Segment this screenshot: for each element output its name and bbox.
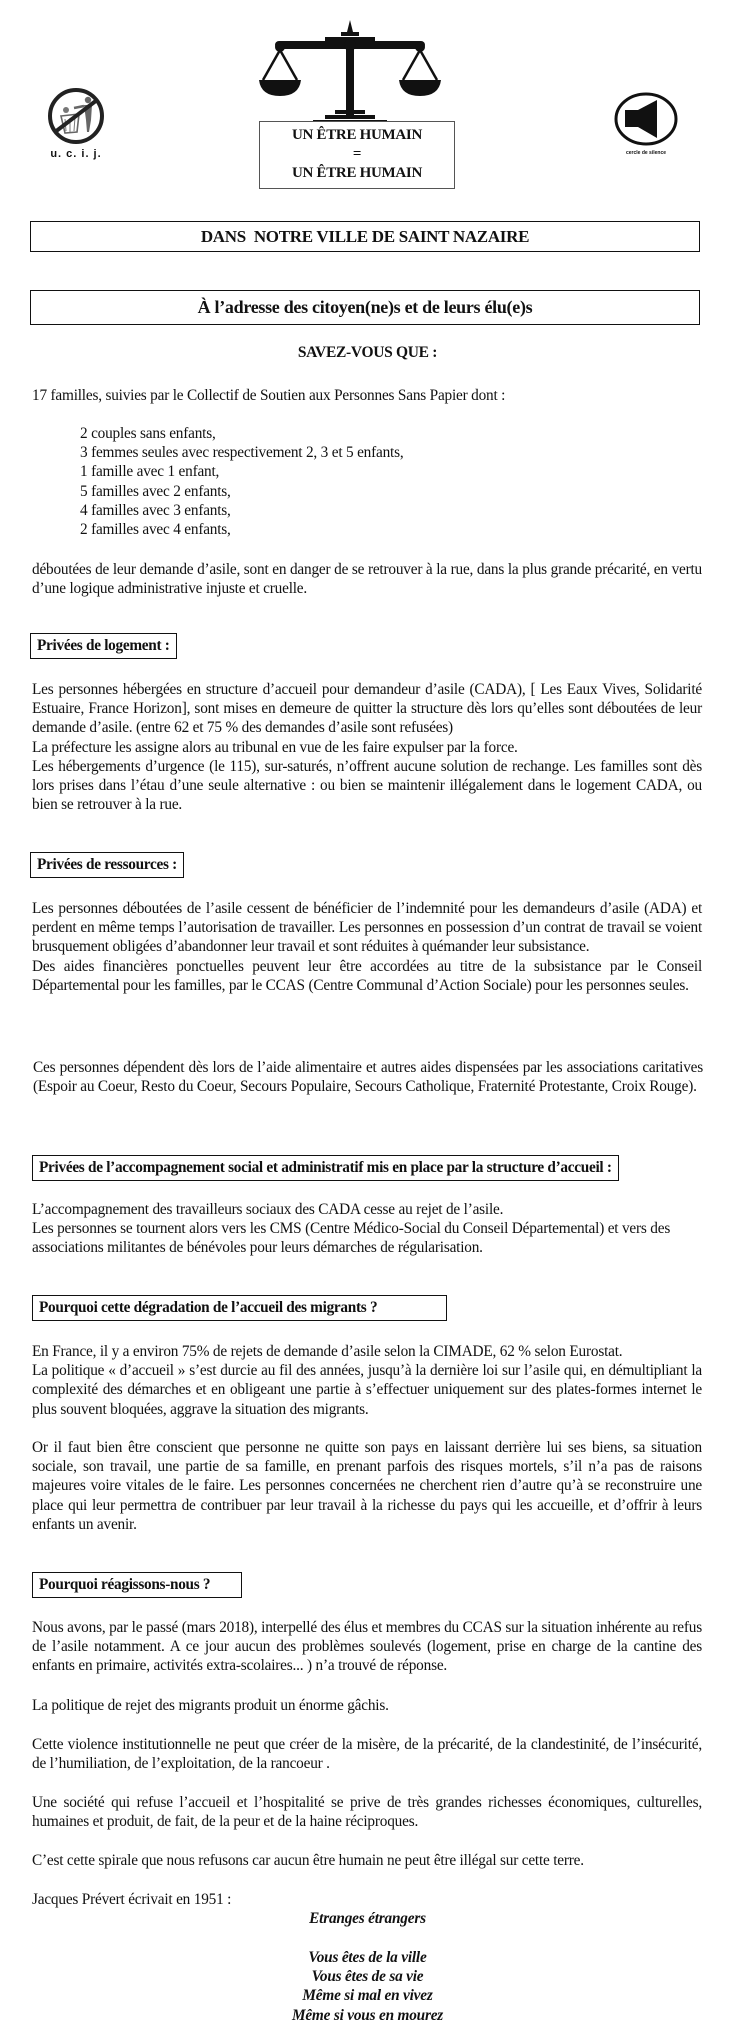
section-heading-reagir: Pourquoi réagissons-nous ?: [32, 1572, 242, 1598]
address-title: À l’adresse des citoyen(ne)s et de leurs élu(e)s: [30, 290, 700, 325]
ucij-caption: u. c. i. j.: [50, 148, 102, 160]
paragraph: Les hébergements d’urgence (le 115), sur-saturés, n’offrent aucune solution de rechange. Les familles sont dès lors prises dans l’étau d’une seule alternative : ou bien se maintenir illégalement dans le logement CADA, ou bien se retrouver à la rue.: [32, 757, 702, 814]
paragraph: Des aides financières ponctuelles peuvent leur être accordées au titre de la subsistance par le Conseil Départemental pour les familles, par le CCAS (Centre Communal d’Action Sociale) pour les personnes seules.: [32, 957, 702, 994]
ressources-text: [32, 899, 702, 995]
degradation-text: [32, 1342, 702, 1419]
human-equality-box: [259, 121, 455, 189]
paragraph: Les personnes déboutées de l’asile cessent de bénéficier de l’indemnité pour les demandeurs d’asile (ADA) et perdent en même temps l’autorisation de travailler. Les personnes en possession d’un contrat de travail se voient brusquement obligées d’abandonner leur travail et sont réduites à quémander leur subsistance.: [32, 900, 702, 956]
paragraph: Les personnes hébergées en structure d’accueil pour demandeur d’asile (CADA), [ Les Eaux Vives, Solidarité Estuaire, France Horizon], sont mises en demeure de quitter la structure dès lors qu’elles sont déboutées de leur demande d’asile. (entre 62 et 75 % des demandes d’asile sont refusées): [32, 681, 702, 737]
poem-line: Vous êtes de sa vie: [311, 1968, 424, 1986]
reagir-paragraph-3: Cette violence institutionnelle ne peut que créer de la misère, de la précarité, de la clandestinité, de l’insécurité, de l’humiliation, de l’exploitation, de la rancoeur .: [32, 1736, 702, 1773]
accompagnement-text: [32, 1200, 708, 1258]
reagir-paragraph-5: C’est cette spirale que nous refusons car aucun être humain ne peut être illégal sur cette terre.: [32, 1852, 584, 1869]
reagir-paragraph-2: La politique de rejet des migrants produit un énorme gâchis.: [32, 1697, 389, 1714]
logement-text: [32, 680, 702, 814]
human-equality-line-2: UN ÊTRE HUMAIN: [292, 165, 422, 181]
section-heading-accompagnement: Privées de l’accompagnement social et administratif mis en place par la structure d’accueil :: [32, 1155, 619, 1181]
paragraph: La politique « d’accueil » s’est durcie au fil des années, jusqu’à la dernière loi sur l’asile qui, en démultipliant la complexité des démarches et en obligeant une partie à s’effectuer uniquement sur des plates-formes internet le plus souvent bloquées, aggrave la situation des migrants.: [32, 1362, 702, 1418]
no-littering-icon: [46, 86, 106, 146]
speaker-muted-icon: [613, 92, 679, 146]
savez-vous-que-heading: SAVEZ-VOUS QUE :: [297, 344, 438, 361]
section-heading-degradation: Pourquoi cette dégradation de l’accueil des migrants ?: [32, 1295, 447, 1321]
list-item: 2 familles avec 4 enfants,: [80, 520, 231, 538]
section-heading-logement: Privées de logement :: [30, 633, 177, 659]
list-item: 3 femmes seules avec respectivement 2, 3 et 5 enfants,: [80, 444, 404, 462]
cercle-de-silence-caption: cercle de silence: [625, 150, 667, 156]
intro-lead: 17 familles, suivies par le Collectif de Soutien aux Personnes Sans Papier dont :: [32, 387, 506, 404]
paragraph: Les personnes se tournent alors vers les CMS (Centre Médico-Social du Conseil Départemental) et vers des associations militantes de bénévoles pour leurs démarches de régularisation.: [32, 1220, 671, 1257]
scales-of-justice-icon: [255, 18, 445, 128]
intro-conclusion: déboutées de leur demande d’asile, sont en danger de se retrouver à la rue, dans la plus grande précarité, en vertu d’une logique administrative injuste et cruelle.: [32, 561, 702, 598]
cercle-de-silence-logo: [606, 92, 686, 156]
poem-line: Même si vous en mourez: [291, 2006, 444, 2024]
reagir-paragraph-1: Nous avons, par le passé (mars 2018), interpellé des élus et membres du CCAS sur la situation inhérente au refus de l’asile notamment. A ce jour aucun des problèmes soulevés (logement, prise en charge de la cantine des enfants en primaire, activités extra-scolaires... ) n’a trouvé de réponse.: [32, 1619, 702, 1675]
paragraph: La préfecture les assigne alors au tribunal en vue de les faire expulser par la force.: [32, 738, 518, 756]
poem-stanza: [0, 1948, 735, 2025]
poem-line: Vous êtes de la ville: [308, 1949, 427, 1966]
human-equality-line-1: UN ÊTRE HUMAIN: [292, 127, 422, 143]
ressources-charity-text: Ces personnes dépendent dès lors de l’aide alimentaire et autres aides dispensées par les associations caritatives (Espoir au Coeur, Resto du Coeur, Secours Populaire, Secours Catholique, Fraternité Protestante, Croix Rouge).: [33, 1059, 703, 1096]
list-item: 2 couples sans enfants,: [80, 425, 216, 442]
paragraph: L’accompagnement des travailleurs sociaux des CADA cesse au rejet de l’asile.: [32, 1201, 504, 1218]
list-item: 4 familles avec 3 enfants,: [80, 501, 231, 519]
prevert-intro: Jacques Prévert écrivait en 1951 :: [32, 1891, 232, 1908]
families-list: [80, 424, 403, 539]
poem-line: Même si mal en vivez: [302, 1987, 433, 2005]
degradation-conscience-text: Or il faut bien être conscient que personne ne quitte son pays en laissant derrière lui ses biens, sa situation sociale, son travail, une partie de sa famille, en prenant parfois des risques mortels, s’il n’a pas de raisons majeures voire vitales de le faire. Les personnes concernées ne cherchent rien d’autre qu’à se reconstruire une place qui leur permettra de contribuer par leur travail à la richesse du pays qui les accueille, et d’offrir à leurs enfants un avenir.: [32, 1439, 702, 1533]
list-item: 5 familles avec 2 enfants,: [80, 482, 231, 500]
poem-title: Etranges étrangers: [309, 1910, 426, 1927]
section-heading-ressources: Privées de ressources :: [30, 852, 184, 878]
reagir-paragraph-4: Une société qui refuse l’accueil et l’hospitalité se prive de très grandes richesses économiques, culturelles, humaines et produit, de fait, de la peur et de la haine réciproques.: [32, 1794, 702, 1831]
city-title: DANS NOTRE VILLE DE SAINT NAZAIRE: [30, 221, 700, 252]
human-equality-equals: =: [352, 146, 362, 162]
list-item: 1 famille avec 1 enfant,: [80, 463, 220, 481]
ucij-logo: [36, 86, 116, 160]
paragraph: En France, il y a environ 75% de rejets de demande d’asile selon la CIMADE, 62 % selon Eurostat.: [32, 1343, 623, 1360]
